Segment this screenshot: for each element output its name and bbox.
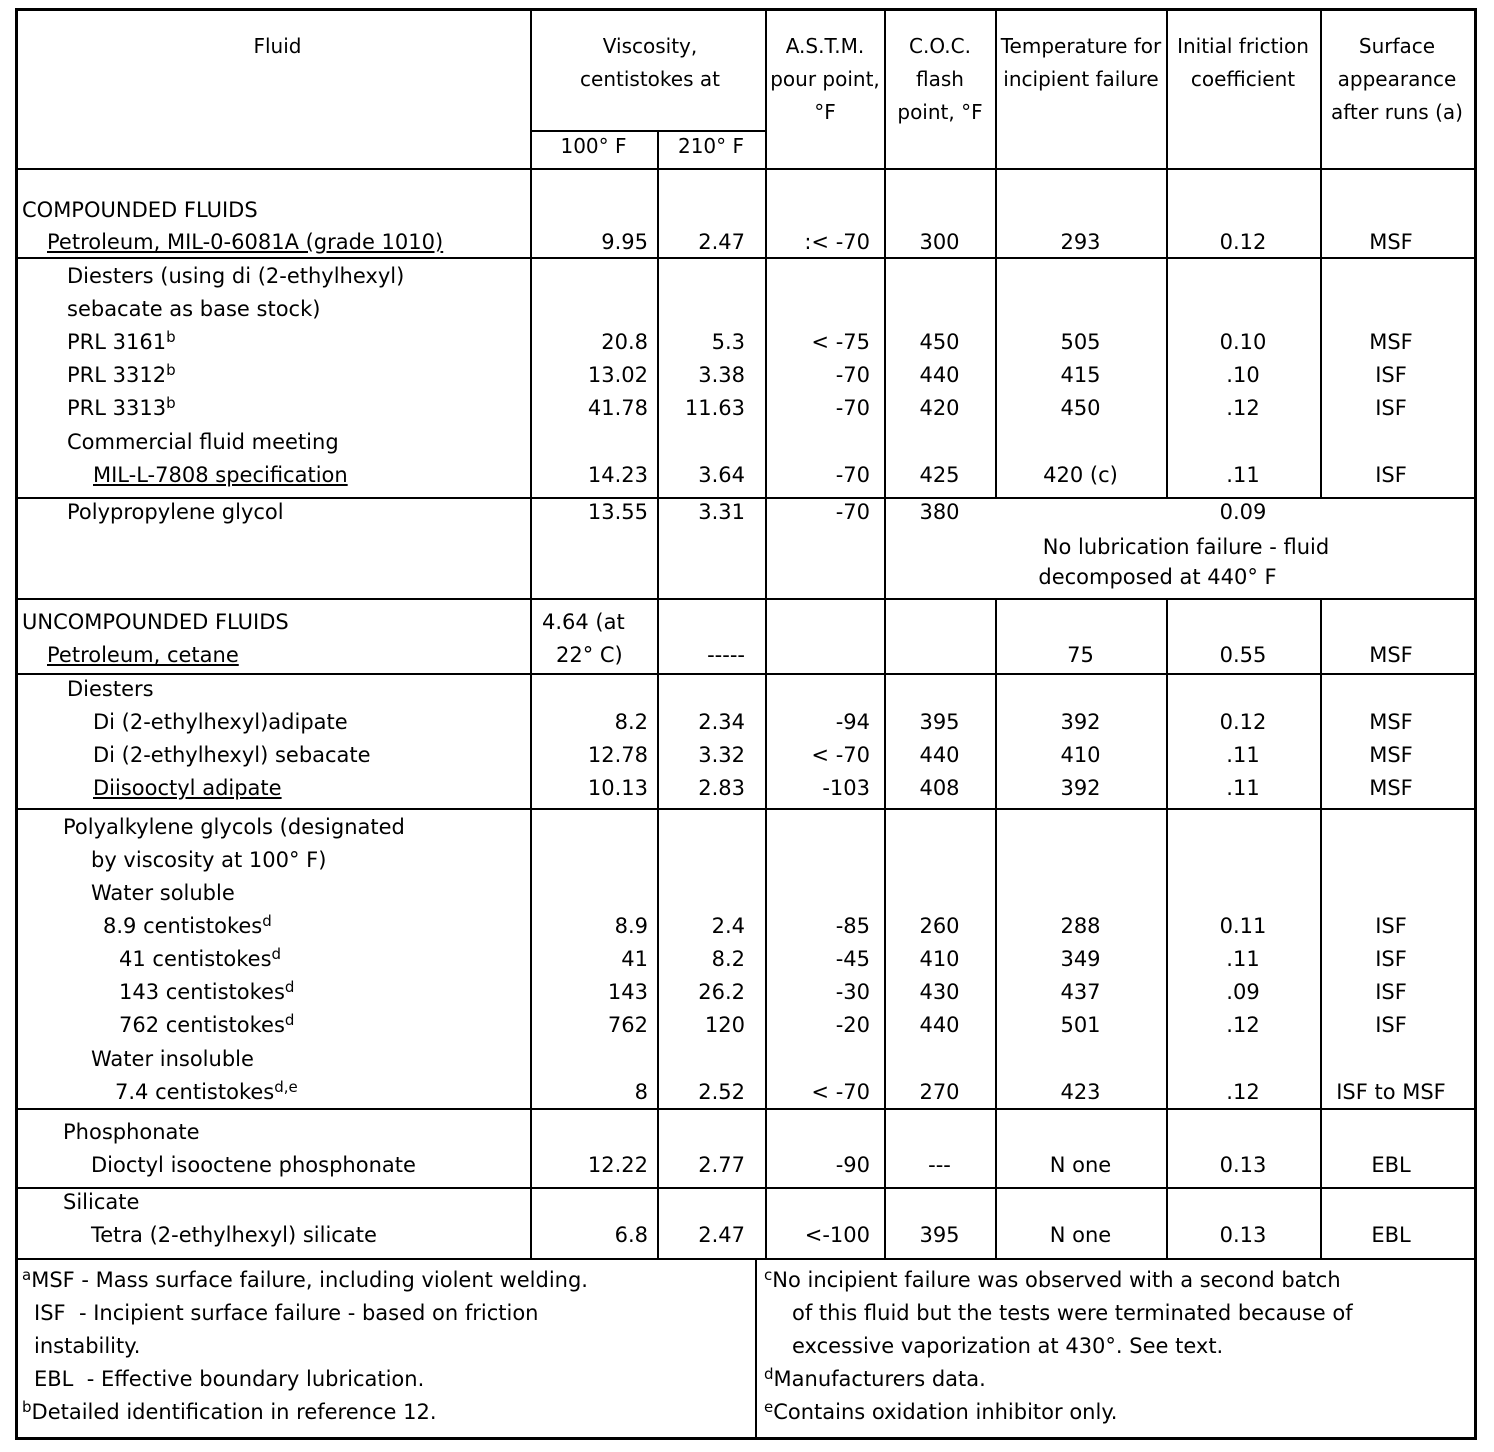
cell-v100: 8.9 <box>614 914 648 938</box>
fluid-name <box>63 815 405 839</box>
fluid-name-text: PRL 3312 <box>67 363 167 387</box>
footnote-a-3: instability. <box>34 1334 141 1358</box>
footnote-divider <box>755 1258 757 1438</box>
cell-v210: 5.3 <box>711 330 745 354</box>
cell-pour: < -70 <box>811 1080 870 1104</box>
fluid-name-text: Petroleum, cetane <box>47 643 239 667</box>
cell-flash: 440 <box>919 1013 960 1037</box>
footnote-a-4: EBL - Effective boundary lubrication. <box>34 1367 425 1391</box>
cell-flash: 395 <box>919 710 960 734</box>
cell-pour: -45 <box>835 947 870 971</box>
cell-pour: :< -70 <box>804 230 870 254</box>
footnote-ref: d <box>271 945 282 963</box>
footnote-c-3: excessive vaporization at 430°. See text. <box>792 1334 1224 1358</box>
cell-pour: <-100 <box>804 1223 870 1247</box>
cell-v210: 2.83 <box>698 776 745 800</box>
cell-temp: 392 <box>1060 710 1101 734</box>
cell-v210: 2.47 <box>698 230 745 254</box>
cell-v100: 10.13 <box>587 776 648 800</box>
cell-surf: ISF <box>1375 363 1407 387</box>
cell-v100: 13.55 <box>587 500 648 524</box>
header-visc-210: 210° F <box>677 134 745 158</box>
cell-v210: 8.2 <box>711 947 745 971</box>
row-rule <box>15 808 1477 810</box>
cell-fric: .11 <box>1226 463 1260 487</box>
cell-v210: 120 <box>704 1013 745 1037</box>
cell-pour: -70 <box>835 500 870 524</box>
cell-fric: .11 <box>1226 947 1260 971</box>
fluid-name-text: Water soluble <box>91 881 235 905</box>
fluid-name <box>115 1080 298 1104</box>
cell-v210: ----- <box>707 643 745 667</box>
cell-pour: < -70 <box>811 743 870 767</box>
row-rule <box>15 257 1477 259</box>
fluid-name <box>67 430 339 454</box>
cell-flash: 410 <box>919 947 960 971</box>
cell-fric: 0.09 <box>1219 500 1267 524</box>
row-rule <box>15 497 1477 499</box>
cell-temp: 349 <box>1060 947 1101 971</box>
fluid-name <box>91 1223 377 1247</box>
cell-surf: MSF <box>1369 710 1413 734</box>
cell-v210: 2.52 <box>698 1080 745 1104</box>
cell-surf: ISF <box>1375 463 1407 487</box>
cell-temp: 288 <box>1060 914 1101 938</box>
cell-temp: 75 <box>1067 643 1094 667</box>
fluid-name <box>67 396 176 420</box>
cell-temp: 293 <box>1060 230 1101 254</box>
cell-flash: 430 <box>919 980 960 1004</box>
header-fluid: Fluid <box>253 34 302 58</box>
cell-v210: 3.64 <box>698 463 745 487</box>
fluid-name <box>47 230 443 254</box>
cell-surf: EBL <box>1371 1153 1411 1177</box>
footnote-ref: b <box>166 328 176 346</box>
cell-temp: N one <box>1049 1223 1112 1247</box>
fluid-name-text: Diisooctyl adipate <box>93 776 282 800</box>
cell-flash: 440 <box>919 743 960 767</box>
cell-v210: 26.2 <box>698 980 745 1004</box>
fluid-name-text: Water insoluble <box>91 1047 254 1071</box>
header-flash-point: C.O.C. flash point, °F <box>897 34 983 124</box>
cell-fric: .09 <box>1226 980 1260 1004</box>
cell-flash: 300 <box>919 230 960 254</box>
cell-surf: ISF <box>1375 1013 1407 1037</box>
cell-surf: MSF <box>1369 743 1413 767</box>
footnote-e <box>764 1400 1117 1424</box>
cell-surf: ISF to MSF <box>1336 1080 1446 1104</box>
fluid-name-text: Diesters (using di (2-ethylhexyl) <box>67 264 405 288</box>
fluid-name <box>119 1013 294 1037</box>
cell-pour: -70 <box>835 396 870 420</box>
cell-pour: -70 <box>835 463 870 487</box>
cell-fric: 0.55 <box>1219 643 1267 667</box>
section-uncompounded: UNCOMPOUNDED FLUIDS <box>22 610 289 634</box>
fluid-name-text: Petroleum, MIL-0-6081A (grade 1010) <box>47 230 444 254</box>
cell-v210: 11.63 <box>684 396 745 420</box>
cell-surf: ISF <box>1375 947 1407 971</box>
fluid-name-text: Tetra (2-ethylhexyl) silicate <box>91 1223 377 1247</box>
fluid-name-text: 143 centistokes <box>119 980 285 1004</box>
cell-fric: .10 <box>1226 363 1260 387</box>
cell-surf: MSF <box>1369 330 1413 354</box>
row-rule <box>15 673 1477 675</box>
cell-flash: 395 <box>919 1223 960 1247</box>
fluid-name-text: Dioctyl isooctene phosphonate <box>91 1153 416 1177</box>
cell-flash: 270 <box>919 1080 960 1104</box>
fluid-name-text: 762 centistokes <box>119 1013 285 1037</box>
header-viscosity: Viscosity, centistokes at <box>580 34 720 91</box>
cell-surf: EBL <box>1371 1223 1411 1247</box>
row-rule <box>15 1187 1477 1189</box>
cell-fric: .12 <box>1226 1080 1260 1104</box>
row-rule <box>15 598 1477 600</box>
fluid-name <box>67 500 284 524</box>
fluid-name <box>93 463 348 487</box>
footnote-c-1 <box>764 1268 1341 1292</box>
fluid-name-text: 7.4 centistokes <box>115 1080 275 1104</box>
cell-surf: ISF <box>1375 914 1407 938</box>
cell-pour: -85 <box>835 914 870 938</box>
col-rule-flash <box>884 10 886 1258</box>
failure-note-line2: decomposed at 440° F <box>1038 565 1277 589</box>
fluid-name <box>67 363 176 387</box>
fluid-name-text: Silicate <box>63 1190 140 1214</box>
cell-v100: 12.78 <box>587 743 648 767</box>
fluid-name-text: MIL-L-7808 specification <box>93 463 348 487</box>
failure-note-line1: No lubrication failure - fluid <box>1042 535 1330 559</box>
footnote-ref: d,e <box>274 1078 298 1096</box>
fluid-name-text: 8.9 centistokes <box>103 914 263 938</box>
footnote-d <box>764 1367 986 1391</box>
cell-flash: 260 <box>919 914 960 938</box>
fluid-name <box>91 881 235 905</box>
cell-v210: 3.31 <box>698 500 745 524</box>
cell-v210: 2.4 <box>711 914 745 938</box>
cell-fric: .12 <box>1226 396 1260 420</box>
cell-temp: 437 <box>1060 980 1101 1004</box>
cell-v100: 143 <box>607 980 648 1004</box>
footnote-ref: b <box>166 394 176 412</box>
fluid-name-text: sebacate as base stock) <box>67 297 321 321</box>
cell-v100: 13.02 <box>587 363 648 387</box>
cell-fric: .11 <box>1226 776 1260 800</box>
cell-fric: 0.13 <box>1219 1223 1267 1247</box>
cell-pour: -94 <box>835 710 870 734</box>
cell-pour: < -75 <box>811 330 870 354</box>
fluid-name-text: Di (2-ethylhexyl)adipate <box>93 710 348 734</box>
footnote-a-1-text: MSF - Mass surface failure, including violent welding. <box>31 1268 588 1292</box>
cell-pour: -20 <box>835 1013 870 1037</box>
fluid-name <box>93 776 282 800</box>
footnote-c-mark: c <box>764 1266 773 1284</box>
cell-v100: 41 <box>621 947 648 971</box>
cell-pour: -90 <box>835 1153 870 1177</box>
header-friction: Initial friction coefficient <box>1177 34 1309 91</box>
footnote-b <box>22 1400 437 1424</box>
cell-fric: .12 <box>1226 1013 1260 1037</box>
footnote-ref: b <box>166 361 176 379</box>
footnote-b-text: Detailed identification in reference 12. <box>31 1400 437 1424</box>
footnote-ref: d <box>262 912 272 930</box>
footnote-a-mark: a <box>22 1266 32 1284</box>
fluid-name <box>119 947 281 971</box>
cell-v100: 8.2 <box>614 710 648 734</box>
fluid-name-text: by viscosity at 100° F) <box>91 848 327 872</box>
cell-flash: 425 <box>919 463 960 487</box>
cell-v100: 6.8 <box>614 1223 648 1247</box>
fluid-name <box>67 297 320 321</box>
footnote-b-mark: b <box>22 1398 32 1416</box>
footnote-d-text: Manufacturers data. <box>773 1367 986 1391</box>
cell-v210: 2.47 <box>698 1223 745 1247</box>
fluid-name <box>67 264 404 288</box>
cell-temp: 450 <box>1060 396 1101 420</box>
cell-fric: 0.12 <box>1219 710 1267 734</box>
cell-fric: .11 <box>1226 743 1260 767</box>
cell-v100: 20.8 <box>601 330 648 354</box>
fluid-name-text: Di (2-ethylhexyl) sebacate <box>93 743 371 767</box>
fluid-name <box>91 848 326 872</box>
cell-surf: ISF <box>1375 396 1407 420</box>
cell-v210: 3.38 <box>698 363 745 387</box>
cell-v100: 8 <box>634 1080 648 1104</box>
col-rule-fluid <box>530 10 532 1258</box>
footnote-c-2: of this fluid but the tests were terminated because of <box>792 1301 1353 1325</box>
footnote-d-mark: d <box>764 1365 774 1383</box>
fluid-name-text: Phosphonate <box>63 1120 200 1144</box>
fluid-name-text: PRL 3161 <box>67 330 167 354</box>
cell-surf: MSF <box>1369 230 1413 254</box>
cell-pour: -30 <box>835 980 870 1004</box>
cell-v210: 3.32 <box>698 743 745 767</box>
cell-temp: 410 <box>1060 743 1101 767</box>
header-surface: Surface appearance after runs (a) <box>1331 34 1463 124</box>
cell-v100: 41.78 <box>587 396 648 420</box>
cell-v100-line1: 4.64 (at <box>542 610 625 634</box>
section-compounded: COMPOUNDED FLUIDS <box>22 198 258 222</box>
cell-flash: 408 <box>919 776 960 800</box>
cell-surf: MSF <box>1369 643 1413 667</box>
fluid-name-text: Commercial fluid meeting <box>67 430 339 454</box>
fluid-name-text: Polyalkylene glycols (designated <box>63 815 405 839</box>
cell-v100: 12.22 <box>587 1153 648 1177</box>
footnote-ref: d <box>284 1011 295 1029</box>
cell-fric: 0.10 <box>1219 330 1267 354</box>
fluid-name-text: Polypropylene glycol <box>67 500 284 524</box>
fluid-name <box>93 743 371 767</box>
cell-flash: 440 <box>919 363 960 387</box>
cell-flash: 380 <box>919 500 960 524</box>
cell-temp: 423 <box>1060 1080 1101 1104</box>
cell-temp: 501 <box>1060 1013 1101 1037</box>
footnote-e-text: Contains oxidation inhibitor only. <box>773 1400 1118 1424</box>
cell-flash: 450 <box>919 330 960 354</box>
fluid-name <box>63 1190 139 1214</box>
fluid-name <box>119 980 294 1004</box>
cell-fric: 0.11 <box>1219 914 1267 938</box>
cell-flash: 420 <box>919 396 960 420</box>
cell-v100: 9.95 <box>601 230 648 254</box>
header-rule <box>15 168 1477 170</box>
header-pour-point: A.S.T.M. pour point, °F <box>770 34 880 124</box>
cell-fric: 0.12 <box>1219 230 1267 254</box>
cell-v100-line2: 22° C) <box>556 643 623 667</box>
cell-v210: 2.77 <box>698 1153 745 1177</box>
cell-fric: 0.13 <box>1219 1153 1267 1177</box>
cell-v100: 762 <box>607 1013 648 1037</box>
fluid-name-text: PRL 3313 <box>67 396 167 420</box>
footnote-e-mark: e <box>764 1398 774 1416</box>
cell-temp: 420 (c) <box>1043 463 1118 487</box>
cell-pour: -103 <box>822 776 870 800</box>
fluid-name-text: 41 centistokes <box>119 947 272 971</box>
col-rule-pour <box>765 10 767 1258</box>
footnote-a-2: ISF - Incipient surface failure - based on friction <box>34 1301 539 1325</box>
footnote-a-1 <box>22 1268 588 1292</box>
fluid-name <box>91 1047 254 1071</box>
fluid-name <box>103 914 272 938</box>
fluid-name <box>63 1120 200 1144</box>
cell-v210: 2.34 <box>698 710 745 734</box>
cell-flash: --- <box>928 1153 951 1177</box>
header-temperature: Temperature for incipient failure <box>1000 34 1162 91</box>
cell-temp: 392 <box>1060 776 1101 800</box>
cell-temp: 505 <box>1060 330 1101 354</box>
cell-surf: ISF <box>1375 980 1407 1004</box>
footnote-rule <box>15 1258 1477 1260</box>
fluid-name <box>47 643 239 667</box>
fluid-name <box>91 1153 416 1177</box>
fluid-name-text: Diesters <box>67 677 154 701</box>
cell-pour: -70 <box>835 363 870 387</box>
footnote-c-1-text: No incipient failure was observed with a second batch <box>772 1268 1341 1292</box>
header-visc-100: 100° F <box>560 134 627 158</box>
cell-surf: MSF <box>1369 776 1413 800</box>
cell-temp: 415 <box>1060 363 1101 387</box>
cell-temp: N one <box>1049 1153 1112 1177</box>
footnote-ref: d <box>284 978 295 996</box>
cell-v100: 14.23 <box>587 463 648 487</box>
row-rule <box>15 1108 1477 1110</box>
fluid-name <box>67 677 154 701</box>
fluid-name <box>67 330 176 354</box>
fluid-name <box>93 710 348 734</box>
